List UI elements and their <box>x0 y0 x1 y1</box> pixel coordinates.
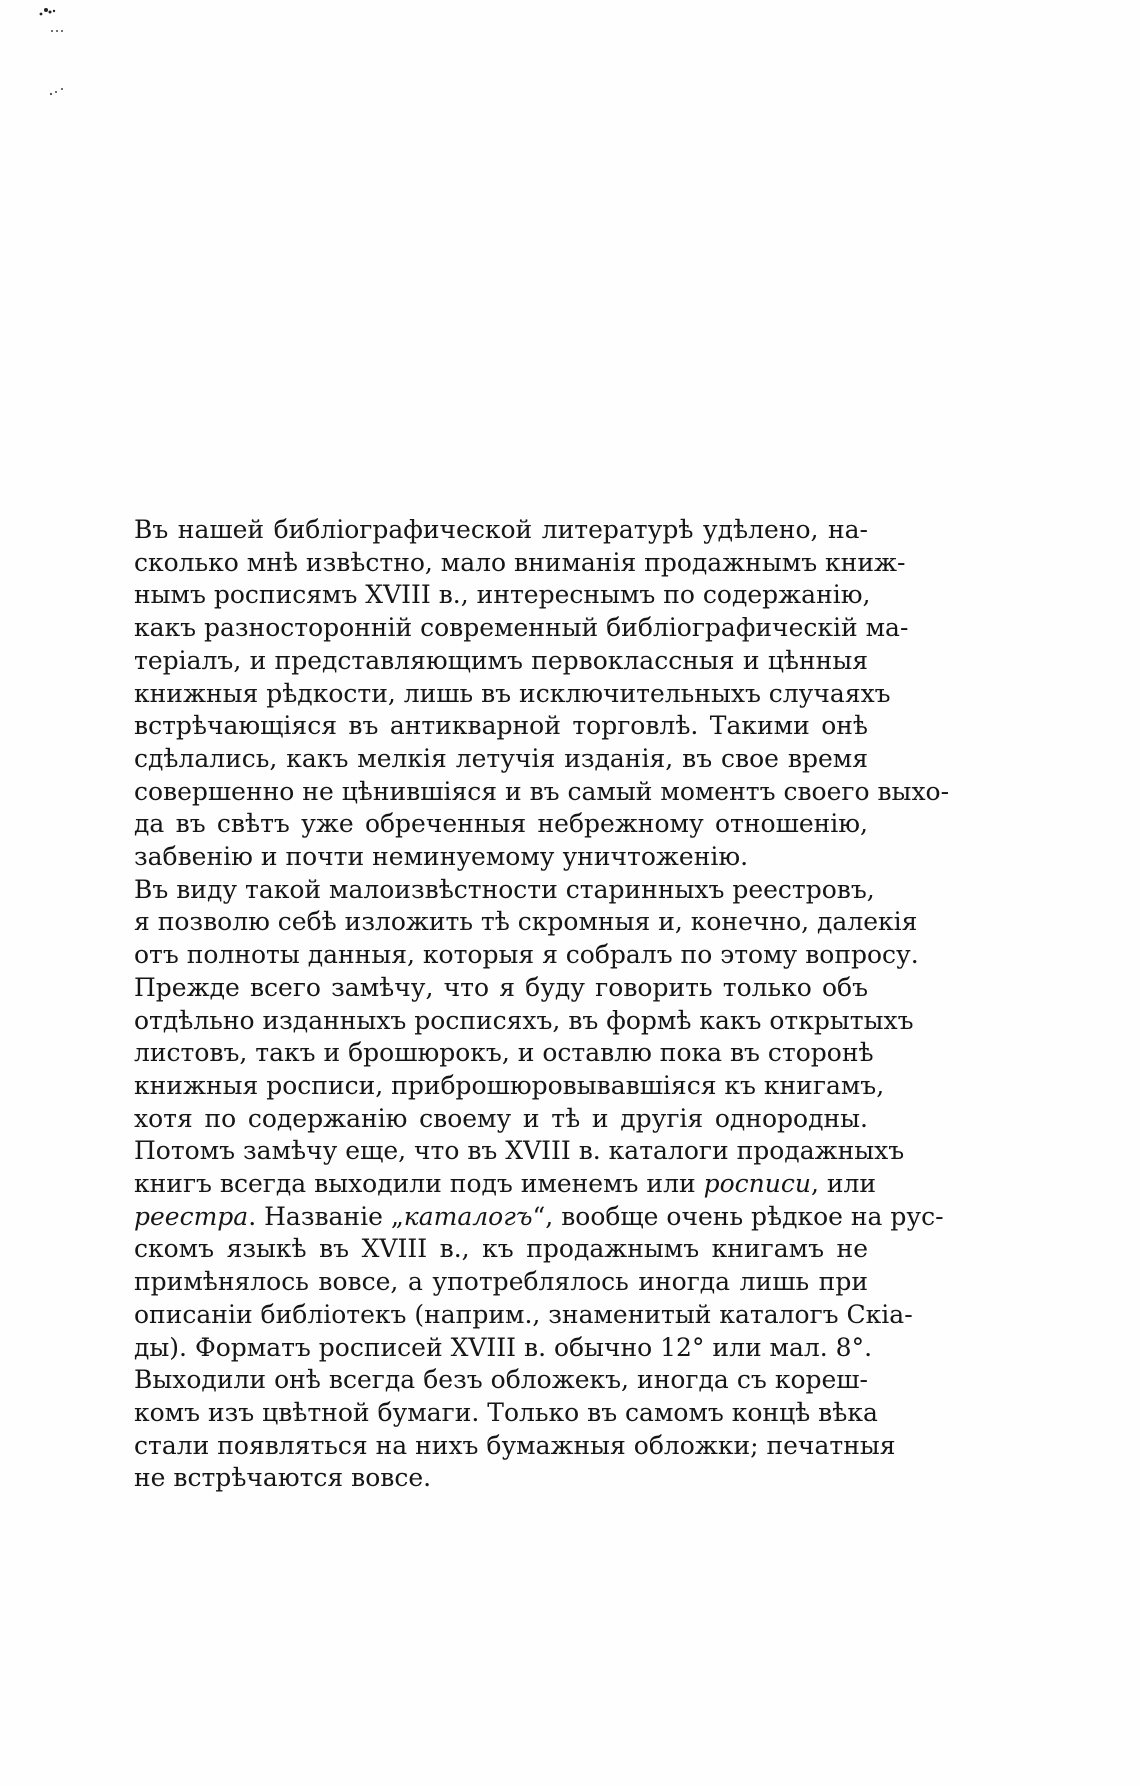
text-line: описаніи библіотекъ (наприм., знаменитый каталогъ Скіа- <box>134 1299 913 1329</box>
text-line: нымъ росписямъ XVIII в., интереснымъ по содержанію, <box>134 580 871 610</box>
text-line: Прежде всего замѣчу, что я буду говорить только объ <box>134 972 868 1002</box>
text-fragment: “, вообще очень рѣдкое на рус- <box>532 1201 944 1231</box>
text-fragment: книгъ всегда выходили подъ именемъ или <box>134 1169 704 1199</box>
text-line: книжныя росписи, приброшюровывавшіяся къ книгамъ, <box>134 1070 885 1100</box>
text-line-mixed <box>88 1168 877 1201</box>
text-line: хотя по содержанію своему и тѣ и другія однородны. <box>134 1103 868 1133</box>
text-line: отъ полноты данныя, которыя я собралъ по этому вопросу. <box>134 940 919 970</box>
text-line: Въ виду такой малоизвѣстности старинныхъ реестровъ, <box>134 874 875 904</box>
text-fragment: . Названіе „ <box>248 1201 404 1231</box>
text-line: ды). Форматъ росписей XVIII в. обычно 12° или мал. 8°. <box>134 1332 873 1362</box>
text-fragment: , или <box>810 1169 877 1199</box>
text-line: встрѣчающіяся въ антикварной торговлѣ. Такими онѣ <box>134 711 868 741</box>
text-line: Потомъ замѣчу еще, что въ XVIII в. каталоги продажныхъ <box>134 1136 905 1166</box>
paragraph-2 <box>88 874 919 972</box>
italic-term: росписи <box>703 1169 811 1199</box>
paragraph-1 <box>88 514 950 874</box>
text-line: Выходили онѣ всегда безъ обложекъ, иногда съ кореш- <box>134 1365 868 1395</box>
text-line: не встрѣчаются вовсе. <box>134 1463 432 1493</box>
text-line: забвенію и почти неминуемому уничтоженію. <box>134 842 749 872</box>
text-line: Въ нашей библіографической литературѣ удѣлено, на- <box>134 515 868 544</box>
text-line: теріалъ, и представляющимъ первоклассныя и цѣнныя <box>134 645 868 675</box>
page-specks-icon <box>0 0 120 120</box>
text-line: я позволю себѣ изложить тѣ скромныя и, конечно, далекія <box>134 907 918 937</box>
text-line: да въ свѣтъ уже обреченныя небрежному отношенію, <box>134 809 868 839</box>
paragraph-3 <box>88 972 944 1495</box>
text-line: какъ разносторонній современный библіографическій ма- <box>134 613 909 643</box>
text-line: стали появляться на нихъ бумажныя обложки; печатныя <box>134 1430 896 1460</box>
text-line: совершенно не цѣнившіяся и въ самый моментъ своего выхо- <box>134 776 950 806</box>
text-line: листовъ, такъ и брошюрокъ, и оставлю пока въ сторонѣ <box>134 1038 874 1068</box>
text-line: комъ изъ цвѣтной бумаги. Только въ самомъ концѣ вѣка <box>134 1397 878 1427</box>
text-line: отдѣльно изданныхъ росписяхъ, въ формѣ какъ открытыхъ <box>134 1005 914 1035</box>
text-line-mixed <box>88 1201 944 1234</box>
italic-term: каталогъ <box>403 1201 533 1231</box>
main-text <box>88 514 950 1495</box>
text-line: скомъ языкѣ въ XVIII в., къ продажнымъ книгамъ не <box>134 1234 868 1264</box>
text-line: примѣнялось вовсе, а употреблялось иногда лишь при <box>134 1267 868 1297</box>
text-line: сколько мнѣ извѣстно, мало вниманія продажнымъ книж- <box>134 547 906 577</box>
italic-term: реестра <box>134 1201 249 1231</box>
text-line: книжныя рѣдкости, лишь въ исключительныхъ случаяхъ <box>134 678 891 708</box>
text-line: сдѣлались, какъ мелкія летучія изданія, въ свое время <box>134 743 868 773</box>
